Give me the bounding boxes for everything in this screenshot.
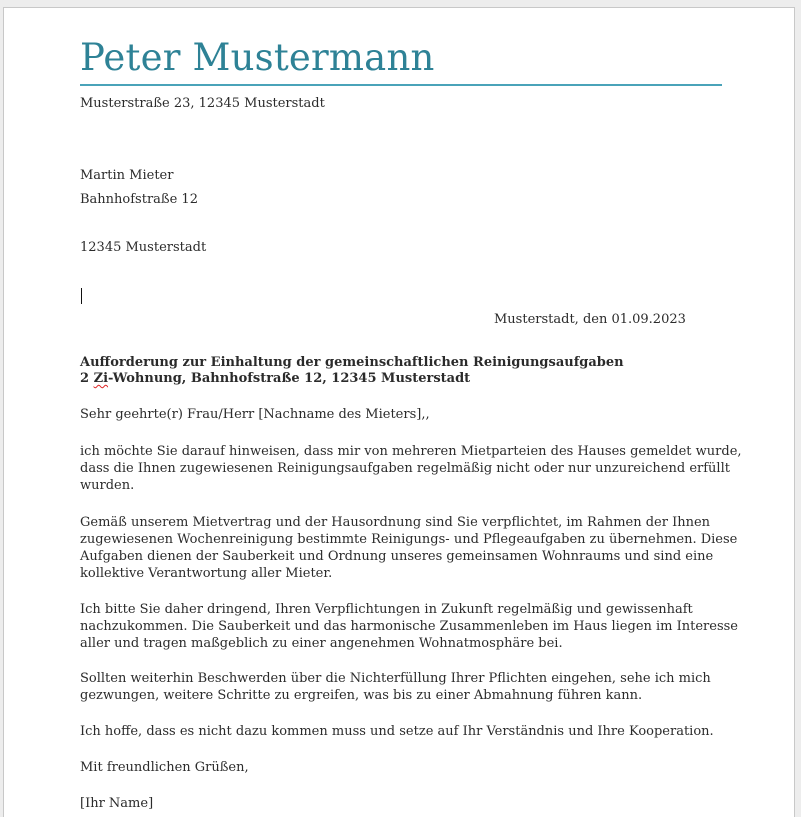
paragraph-4	[80, 670, 720, 704]
recipient-city: 12345 Musterstadt	[80, 240, 207, 255]
paragraph-line: zugewiesenen Wochenreinigung bestimmte Reinigungs- und Pflegeaufgaben zu übernehmen. Diese	[80, 532, 738, 547]
paragraph-3	[80, 601, 738, 652]
paragraph-line: nachzukommen. Die Sauberkeit und das harmonische Zusammenleben im Haus liegen im Interesse	[80, 619, 738, 634]
paragraph-line: Ich hoffe, dass es nicht dazu kommen muss und setze auf Ihr Verständnis und Ihre Kooperation.	[80, 724, 714, 739]
paragraph-line: Sollten weiterhin Beschwerden über die Nichterfüllung Ihrer Pflichten eingehen, sehe ich mich	[80, 671, 711, 686]
subject-line-2-rest: -Wohnung, Bahnhofstraße 12, 12345 Musterstadt	[108, 371, 471, 386]
spellcheck-marked-word[interactable]: Zi	[93, 371, 109, 386]
paragraph-5	[80, 723, 720, 740]
date-line: Musterstadt, den 01.09.2023	[494, 312, 686, 327]
closing: Mit freundlichen Grüßen,	[80, 760, 249, 775]
subject-line-1: Aufforderung zur Einhaltung der gemeinschaftlichen Reinigungsaufgaben	[80, 355, 624, 370]
header-rule	[80, 84, 722, 86]
text-cursor	[81, 288, 82, 304]
document-page[interactable]	[3, 7, 795, 817]
paragraph-line: kollektive Verantwortung aller Mieter.	[80, 566, 333, 581]
sender-name: Peter Mustermann	[80, 36, 435, 79]
paragraph-line: wurden.	[80, 478, 135, 493]
paragraph-line: ich möchte Sie darauf hinweisen, dass mir von mehreren Mietparteien des Hauses gemeldet wurde,	[80, 444, 742, 459]
subject-line-2	[80, 370, 470, 387]
signature: [Ihr Name]	[80, 796, 154, 811]
sender-address: Musterstraße 23, 12345 Musterstadt	[80, 96, 325, 111]
recipient-name: Martin Mieter	[80, 168, 174, 183]
paragraph-line: gezwungen, weitere Schritte zu ergreifen, was bis zu einer Abmahnung führen kann.	[80, 688, 643, 703]
paragraph-line: Gemäß unserem Mietvertrag und der Hausordnung sind Sie verpflichtet, im Rahmen der Ihnen	[80, 515, 711, 530]
salutation: Sehr geehrte(r) Frau/Herr [Nachname des Mieters],,	[80, 407, 430, 422]
paragraph-line: dass die Ihnen zugewiesenen Reinigungsaufgaben regelmäßig nicht oder nur unzureichend erfüllt	[80, 461, 730, 476]
paragraph-line: Aufgaben dienen der Sauberkeit und Ordnung unseres gemeinsamen Wohnraums und sind eine	[80, 549, 714, 564]
paragraph-1	[80, 443, 742, 494]
paragraph-line: aller und tragen maßgeblich zu einer angenehmen Wohnatmosphäre bei.	[80, 636, 563, 651]
paragraph-line: Ich bitte Sie daher dringend, Ihren Verpflichtungen in Zukunft regelmäßig und gewissenhaft	[80, 602, 693, 617]
subject-line-2-prefix: 2	[80, 371, 94, 386]
recipient-street: Bahnhofstraße 12	[80, 192, 198, 207]
paragraph-2	[80, 514, 738, 582]
